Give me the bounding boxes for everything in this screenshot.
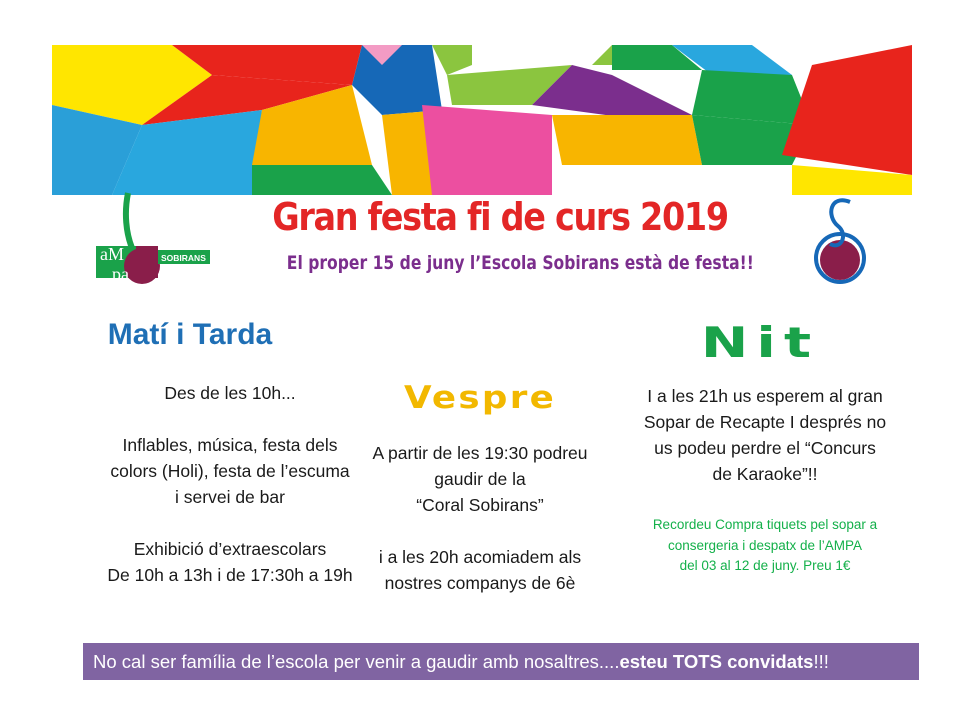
footer-text: No cal ser família de l’escola per venir a gaudir amb nosaltres.... [93, 651, 620, 672]
vespre-line: i a les 20h acomiadem als [378, 547, 582, 567]
page-subtitle: El proper 15 de juny l’Escola Sobirans està de festa!! [286, 252, 754, 274]
footer-end: !!! [813, 651, 829, 672]
nit-line: Sopar de Recapte I després no [643, 412, 887, 432]
nit-line: de Karaoke”!! [712, 464, 818, 484]
nit-line: us podeu perdre el “Concurs [654, 438, 876, 458]
vespre-line: “Coral Sobirans” [416, 495, 544, 515]
page-title: Gran festa fi de curs 2019 [272, 195, 728, 239]
heading-nit: Nit [700, 318, 820, 367]
note-line: del 03 al 12 de juny. Preu 1€ [679, 558, 851, 573]
ampa-logo [90, 188, 220, 288]
colorful-mosaic-banner [52, 45, 912, 195]
svg-text:pa: pa [112, 264, 129, 284]
mati-line: i servei de bar [175, 487, 285, 507]
footer-bold-text: esteu TOTS convidats [619, 651, 814, 672]
school-logo [800, 190, 880, 290]
note-line: consergeria i despatx de l’AMPA [667, 537, 863, 553]
ticket-note [625, 515, 905, 577]
mati-line: colors (Holi), festa de l’escuma [110, 461, 350, 481]
mati-line: Des de les 10h... [164, 383, 296, 403]
mati-line: Exhibició d’extraescolars [133, 539, 327, 559]
vespre-line: nostres companys de 6è [384, 573, 576, 593]
vespre-line: gaudir de la [434, 469, 526, 489]
footer-banner [83, 643, 919, 680]
nit-text [620, 383, 910, 487]
mati-line: Inflables, música, festa dels [122, 435, 338, 455]
nit-line: I a les 21h us esperem al gran [647, 386, 883, 406]
heading-mati-tarda: Matí i Tarda [107, 318, 273, 351]
ampa-logo-label: SOBIRANS [161, 253, 206, 263]
vespre-line: A partir de les 19:30 podreu [372, 443, 588, 463]
vespre-text [340, 440, 620, 596]
ampa-logo-text: aM [100, 244, 124, 264]
heading-vespre: Vespre [403, 380, 557, 416]
mati-line: De 10h a 13h i de 17:30h a 19h [107, 565, 353, 585]
note-line: Recordeu Compra tiquets pel sopar a [652, 517, 878, 532]
